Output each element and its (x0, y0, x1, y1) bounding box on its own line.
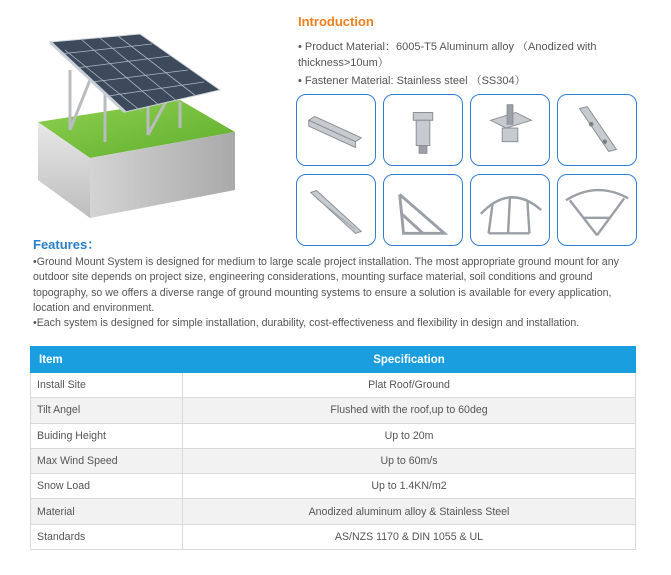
table-row (31, 398, 636, 423)
row-spec: Plat Roof/Ground (183, 373, 636, 398)
row-spec: AS/NZS 1170 & DIN 1055 & UL (183, 524, 636, 549)
row-item: Snow Load (31, 474, 183, 499)
features-paragraph-1: •Ground Mount System is designed for medium to large scale project installation. The most appropriate ground mount for any outdoor site depends on project size, engineering considerations, mounting surface material, soil conditions and ground topography, so we offers a diverse range of ground mounting systems to ensure a solution is available for every application, location and environment. (33, 256, 619, 314)
table-row (31, 474, 636, 499)
triangle-bracket-icon (383, 174, 463, 246)
mid-clamp-icon (470, 94, 550, 166)
intro-title: Introduction (298, 14, 374, 29)
table-row (31, 499, 636, 524)
frame-assembly-icon (557, 174, 637, 246)
row-spec: Anodized aluminum alloy & Stainless Steel (183, 499, 636, 524)
intro-text (298, 39, 638, 91)
ground-mount-illustration (30, 30, 260, 230)
row-spec: Up to 20m (183, 423, 636, 448)
product-material-line: • Product Material：6005-T5 Aluminum alloy （Anodized with thickness>10um） (298, 41, 597, 69)
table-row (31, 373, 636, 398)
features-title: Features： (33, 237, 101, 252)
row-spec: Up to 60m/s (183, 448, 636, 473)
table-row (31, 423, 636, 448)
table-row (31, 448, 636, 473)
table-row (31, 524, 636, 549)
row-item: Buiding Height (31, 423, 183, 448)
row-spec: Up to 1.4KN/m2 (183, 474, 636, 499)
row-item: Install Site (31, 373, 183, 398)
row-item: Tilt Angel (31, 398, 183, 423)
row-spec: Flushed with the roof,up to 60deg (183, 398, 636, 423)
header-specification: Specification (183, 347, 636, 373)
table-header-row (31, 347, 636, 373)
header-item: Item (31, 347, 183, 373)
long-rail-icon (296, 174, 376, 246)
fastener-material-line: • Fastener Material: Stainless steel （SS304） (298, 75, 526, 87)
rail-splice-icon (557, 94, 637, 166)
end-clamp-icon (383, 94, 463, 166)
bracket-assembly-icon (470, 174, 550, 246)
features-paragraph-2: •Each system is designed for simple installation, durability, cost-effectiveness and flexibility in design and installation. (33, 317, 580, 330)
features-text (33, 255, 641, 331)
rail-icon (296, 94, 376, 166)
specification-table (30, 346, 636, 550)
row-item: Standards (31, 524, 183, 549)
row-item: Max Wind Speed (31, 448, 183, 473)
row-item: Material (31, 499, 183, 524)
